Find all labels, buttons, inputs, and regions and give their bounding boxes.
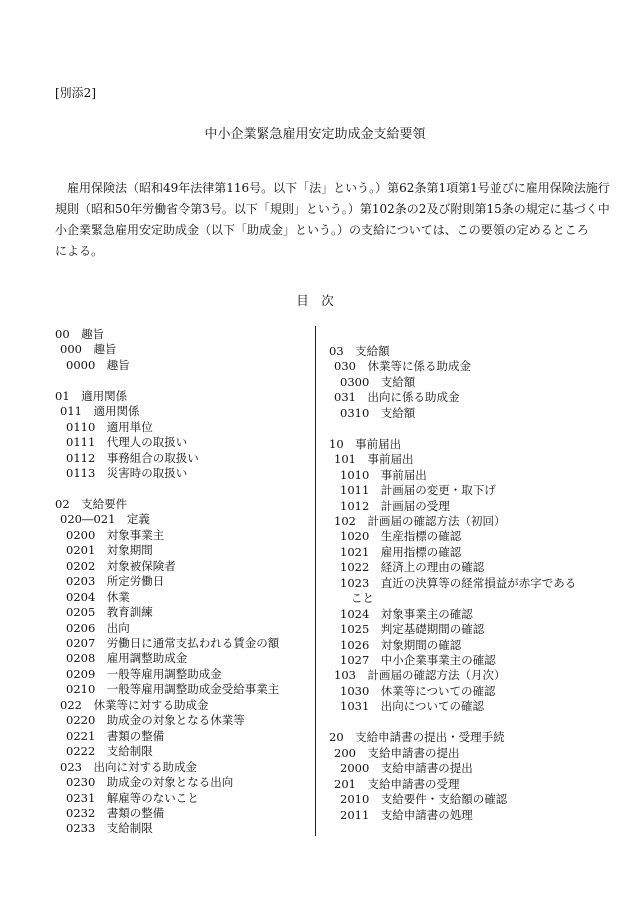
toc-item: 1023 直近の決算等の経常損益が赤字である — [340, 575, 577, 590]
toc-item: 2011 支給申請書の処理 — [340, 807, 473, 822]
toc-item: 0222 支給制限 — [66, 744, 153, 759]
preamble-line: 雇用保険法（昭和49年法律第116号。以下「法」という。）第62条第1項第1号並びに雇用保険法施行 — [55, 181, 610, 195]
toc-item: 0220 助成金の対象となる休業等 — [66, 713, 245, 728]
toc-item: 1012 計画届の受理 — [340, 498, 450, 513]
toc-subsection: 101 事前届出 — [334, 452, 414, 467]
toc-subsection: 031 出向に係る助成金 — [334, 390, 460, 405]
toc-subsection: 103 計画届の確認方法（月次） — [334, 668, 506, 683]
toc-item: 1021 雇用指標の確認 — [340, 544, 462, 559]
preamble-line: による。 — [55, 244, 104, 258]
page-label: [別添2] — [55, 86, 96, 100]
toc-section: 01 適用関係 — [55, 388, 128, 403]
toc-divider — [315, 326, 316, 836]
toc-subsection: 200 支給申請書の提出 — [334, 745, 460, 760]
toc-item: 2010 支給要件・支給額の確認 — [340, 792, 508, 807]
toc-item: 1010 事前届出 — [340, 467, 427, 482]
toc-item: 0110 適用単位 — [66, 419, 153, 434]
toc-item: 0202 対象被保険者 — [66, 558, 176, 573]
toc-item: 0230 助成金の対象となる出向 — [66, 775, 234, 790]
toc-section: 03 支給額 — [329, 344, 390, 358]
document-title: 中小企業緊急雇用安定助成金支給要領 — [204, 127, 426, 142]
toc-subsection: 030 休業等に係る助成金 — [334, 359, 471, 374]
toc-section: 00 趣旨 — [55, 327, 105, 341]
toc-item: 0203 所定労働日 — [66, 574, 165, 589]
toc-item: 1027 中小企業事業主の確認 — [340, 653, 496, 667]
preamble-line: 規則（昭和50年労働省令第3号。以下「規則」という。）第102条の2及び附則第15条の規定に基づく中 — [55, 202, 610, 216]
toc-item: 0112 事務組合の取扱い — [66, 450, 199, 465]
toc-heading: 目 次 — [296, 293, 334, 308]
toc-section: 20 支給申請書の提出・受理手続 — [329, 730, 505, 745]
toc-item: 0200 対象事業主 — [66, 527, 165, 542]
toc-subsection: 102 計画届の確認方法（初回） — [334, 513, 506, 528]
toc-item: 0206 出向 — [66, 620, 130, 635]
toc-subsection: 022 休業等に対する助成金 — [60, 697, 209, 712]
toc-subsection: 023 出向に対する助成金 — [60, 759, 197, 774]
toc-item: 1011 計画届の変更・取下げ — [340, 483, 496, 498]
toc-item: 0300 支給額 — [340, 374, 416, 389]
toc-section: 10 事前届出 — [329, 436, 402, 451]
toc-item: 0204 休業 — [66, 589, 130, 604]
toc-item: 0310 支給額 — [340, 405, 416, 420]
toc-item: 0113 災害時の取扱い — [66, 466, 188, 481]
toc-item: 0210 一般等雇用調整助成金受給事業主 — [66, 682, 280, 697]
toc-item: 0231 解雇等のないこと — [66, 790, 199, 805]
toc-item: 1022 経済上の理由の確認 — [340, 560, 485, 575]
toc-item: 0208 雇用調整助成金 — [66, 651, 188, 666]
toc-item: 0000 趣旨 — [66, 357, 130, 372]
preamble-line: 小企業緊急雇用安定助成金（以下「助成金」という。）の支給については、この要領の定めるところ — [55, 223, 589, 237]
toc-item: 0233 支給制限 — [66, 821, 153, 836]
toc-item: 1031 出向についての確認 — [340, 699, 485, 714]
toc-subsection: 020―021 定義 — [60, 512, 150, 527]
toc-section: 02 支給要件 — [55, 496, 128, 511]
toc-item: 1025 判定基礎期間の確認 — [340, 622, 485, 637]
toc-item: 1030 休業等についての確認 — [340, 683, 496, 698]
toc-subsection: 201 支給申請書の受理 — [334, 776, 460, 791]
toc-item: 1026 対象期間の確認 — [340, 637, 462, 652]
preamble — [55, 178, 610, 262]
toc-item: 1024 対象事業主の確認 — [340, 606, 473, 621]
toc-item: 0209 一般等雇用調整助成金 — [66, 666, 222, 681]
toc-item: 0221 書類の整備 — [66, 728, 165, 743]
toc-item: 2000 支給申請書の提出 — [340, 761, 473, 776]
toc-subsection: 000 趣旨 — [60, 342, 117, 357]
toc-item: 0111 代理人の取扱い — [66, 435, 188, 450]
toc-item: 1020 生産指標の確認 — [340, 529, 462, 544]
toc-item: 0201 対象期間 — [66, 543, 153, 558]
toc-item: 0232 書類の整備 — [66, 805, 165, 820]
toc-item: こと — [351, 591, 374, 606]
toc-subsection: 011 適用関係 — [60, 404, 140, 419]
toc-item: 0205 教育訓練 — [66, 605, 153, 620]
toc-item: 0207 労働日に通常支払われる賃金の額 — [66, 636, 280, 650]
